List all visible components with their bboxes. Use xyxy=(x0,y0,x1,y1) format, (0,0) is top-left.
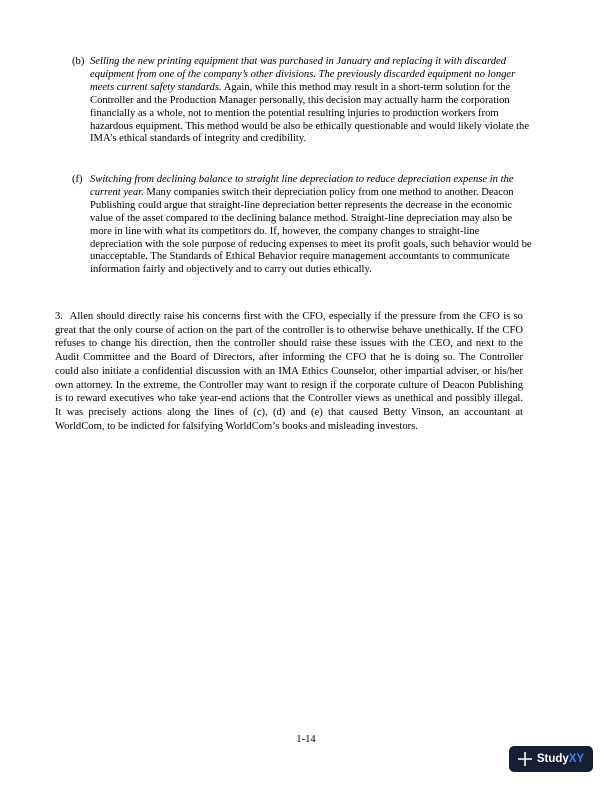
logo-text-study: Study xyxy=(536,753,569,765)
item-answer-text: Again, while this method may result in a short-term solution for the Controller and the Production Manager personally, this decision may actually harm the corporation financially as a whole, not to mention the potential resulting injuries to production workers from hazardous equipment. This method would be also be ethically questionable and would likely violate the IMA’s ethical standards of integrity and credibility. xyxy=(90,81,530,145)
logo-text-xy: XY xyxy=(568,753,585,765)
item-question-italic: Selling the new printing equipment that was purchased in January and replacing it with discarded equipment from one of the company’s other divisions. The previously discarded equipment no longer meets current safety standards. xyxy=(90,56,516,93)
paragraph-number: 3. xyxy=(55,311,63,322)
item-answer-text: Many companies switch their depreciation policy from one method to another. Deacon Publishing could argue that straight-line depreciation better represents the decrease in the economic value of the asset compared to the declining balance method. Straight-line depreciation may also be more in line with what its competitors do. If, however, the company changes to straight-line depreciation with the sole purpose of reducing expenses to meet its profit goals, such behavior would be unacceptable. The Standards of Ethical Behavior require management accountants to communicate information fairly and objectively and to carry out duties ethically. xyxy=(90,186,532,276)
item-question-italic: Switching from declining balance to straight line depreciation to reduce depreciation expense in the current year. xyxy=(90,174,514,198)
item-marker: (b) xyxy=(72,56,85,67)
plus-sparkle-icon xyxy=(518,752,532,766)
answer-paragraph-3 xyxy=(55,310,523,433)
page-number: 1-14 xyxy=(296,734,316,745)
item-body xyxy=(90,174,532,277)
item-marker: (f) xyxy=(72,174,83,185)
studyxy-logo[interactable] xyxy=(509,746,593,772)
paragraph-text: Allen should directly raise his concerns first with the CFO, especially if the pressure from the CFO is so great that the only course of action on the part of the controller is to otherwise behave unethically. If the CFO refuses to change his direction, then the controller should raise these issues with the CEO, and next to the Audit Committee and the Board of Directors, after informing the CFO that he is doing so. The Controller could also initiate a confidential discussion with an IMA Ethics Counselor, other impartial adviser, or his/her own attorney. In the extreme, the Controller may want to resign if the corporate culture of Deacon Publishing is to reward executives who take year-end actions that the Controller views as unethical and possibly illegal. It was precisely actions along the lines of (c), (d) and (e) that caused Betty Vinson, an accountant at WorldCom, to be indicted for falsifying WorldCom’s books and misleading investors. xyxy=(55,311,523,432)
answer-item-f xyxy=(72,174,532,277)
item-body xyxy=(90,56,532,146)
answer-item-b xyxy=(72,56,532,146)
